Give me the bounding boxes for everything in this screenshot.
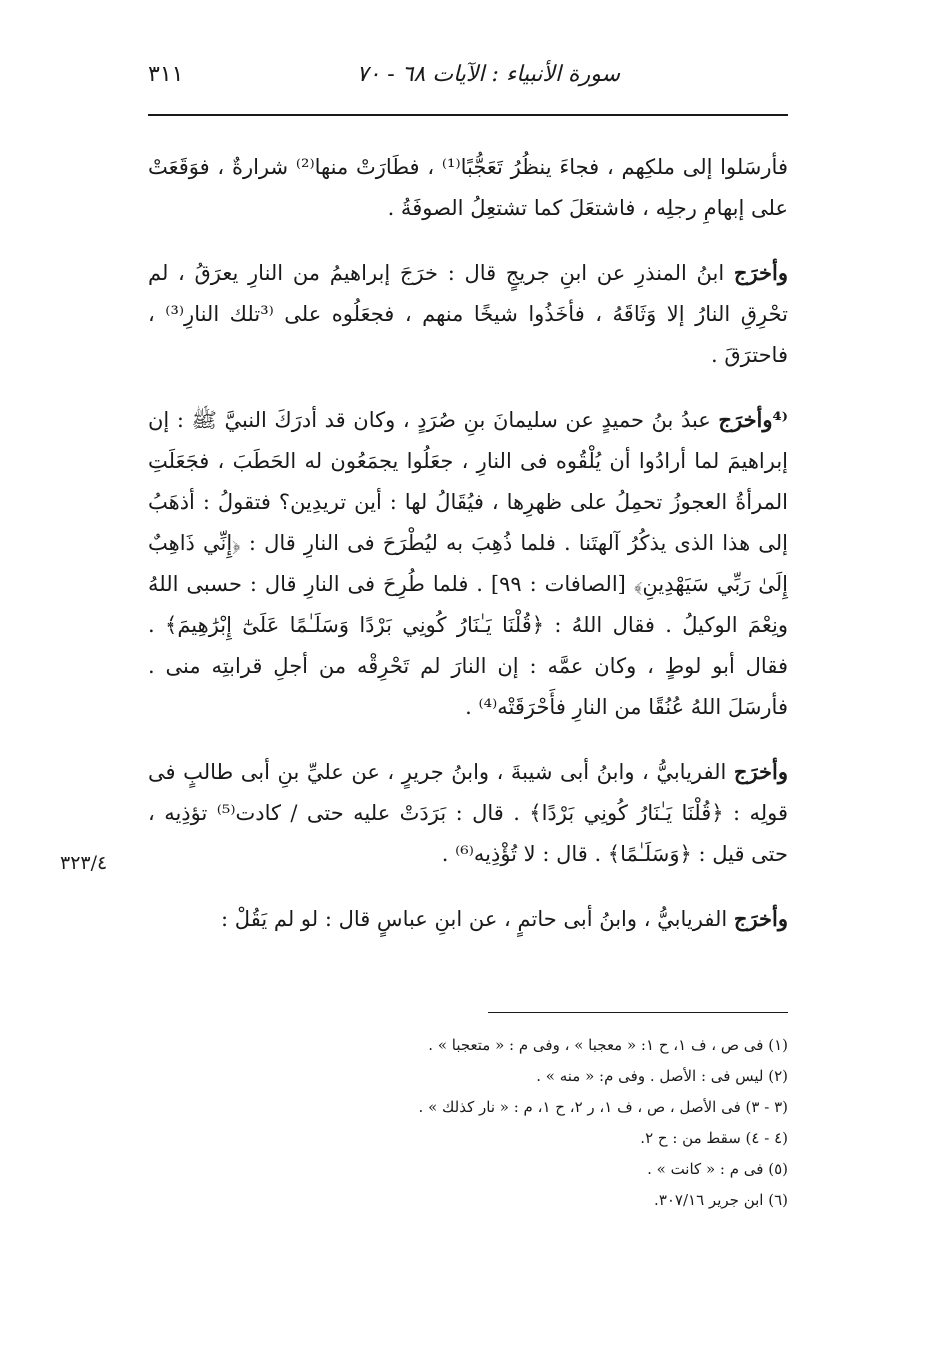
footnote: (٢) ليس فى : الأصل . وفى م: « منه » . [536, 1067, 788, 1085]
footnote: (٤ - ٤) سقط من : ح ٢. [640, 1129, 788, 1147]
paragraph [148, 146, 788, 229]
paragraph [148, 751, 788, 875]
paragraph-text: الفريابيُّ ، وابنُ أبى حاتمٍ ، عن ابنِ عباسٍ قال : لو لم يَقُلْ : [221, 907, 734, 931]
paragraph-lead: وأخرَج [733, 906, 788, 931]
footnote: (٦) ابن جرير ٣٠٧/١٦. [654, 1191, 788, 1209]
paragraph-text: ابنُ المنذرِ عن ابنِ جريجٍ قال : خرَجَ إبراهيمُ من النارِ يعرَقُ ، لم تحْرِقِ النارُ إلا وَثَاقَهُ ، فأخَذُوا شيخًا منهم ، فجعَلُوه على ⁽³تلك النارِ⁽³⁾ ، فاحترَقَ . [148, 261, 789, 367]
paragraph-lead: وأخرَج [733, 260, 788, 285]
paragraph-lead: ⁽⁴وأخرَج [718, 407, 788, 432]
paragraph [148, 252, 788, 376]
running-title: سورة الأنبياء : الآيات ٦٨ - ٧٠ [356, 62, 620, 87]
footnote: (١) فى ص ، ف ١، ح ١: « معجبا » ، وفى م : « متعجبا » . [428, 1036, 788, 1054]
paragraph-text: الفريابيُّ ، وابنُ أبى شيبةَ ، وابنُ جريرٍ ، عن عليِّ بنِ أبى طالبٍ فى قولِه : ﴿قُلْنَا يَـٰنَارُ كُونِي بَرْدًا﴾ . قال : بَرَدَتْ عليه حتى / كادت⁽⁵⁾ تؤذِيه ، حتى قيل : ﴿وَسَلَـٰمًا﴾ . قال : لا تُؤْذِيه⁽⁶⁾ . [148, 760, 788, 866]
header-rule [148, 114, 788, 116]
page-number: ٣١١ [148, 62, 184, 87]
page-header [148, 58, 788, 94]
main-text [148, 146, 788, 963]
paragraph-lead: وأخرَج [733, 759, 788, 784]
paragraph [148, 399, 788, 728]
paragraph-text: فأرسَلوا إلى ملكِهم ، فجاءَ ينظُرُ تَعَجُّبًا⁽¹⁾ ، فطَارَتْ منها⁽²⁾ شرارةٌ ، فوَقَعَتْ على إبهامِ رجلِه ، فاشتعَلَ كما تشتعِلُ الصوفَةُ . [148, 155, 788, 220]
footnote: (٥) فى م : « كانت » . [647, 1160, 788, 1178]
margin-reference: ٣٢٣/٤ [60, 852, 108, 874]
paragraph-text: عبدُ بنُ حميدٍ عن سليمانَ بنِ صُرَدٍ ، وكان قد أدرَكَ النبيَّ ﷺ : إن إبراهيمَ لما أرادُوا أن يُلْقُوه فى النارِ ، جعَلُوا يجمَعُون له الحَطَبَ ، فجَعَلَتِ المرأةُ العجوزُ تحمِلُ على ظهرِها ، فيُقَالُ لها : أين تريدِين؟ فتقولُ : أذهَبُ إلى هذا الذى يذكُرُ آلهتَنا . فلما ذُهِبَ به ليُطْرَحَ فى النارِ قال : ﴿إِنِّي ذَاهِبٌ إِلَىٰ رَبِّي سَيَهْدِينِ﴾ [الصافات : ٩٩] . فلما طُرِحَ فى النارِ قال : حسبى اللهُ ونِعْمَ الوكيلُ . فقال اللهُ : ﴿قُلْنَا يَـٰنَارُ كُونِي بَرْدًا وَسَلَـٰمًا عَلَىٰٓ إِبْرَٰهِيمَ﴾ . فقال أبو لوطٍ ، وكان عمَّه : إن النارَ لم تَحْرِقْه من أجلِ قرابتِه منى . فأرسَلَ اللهُ عُنُقًا من النارِ فأَحْرَقَتْه⁽⁴⁾ . [148, 408, 788, 719]
footnote: (٣ - ٣) فى الأصل ، ص ، ف ١، ر ٢، ح ١، م : « نار كذلك » . [418, 1098, 788, 1116]
footnotes [148, 1030, 788, 1216]
paragraph [148, 898, 788, 940]
footnote-separator [488, 1012, 788, 1013]
